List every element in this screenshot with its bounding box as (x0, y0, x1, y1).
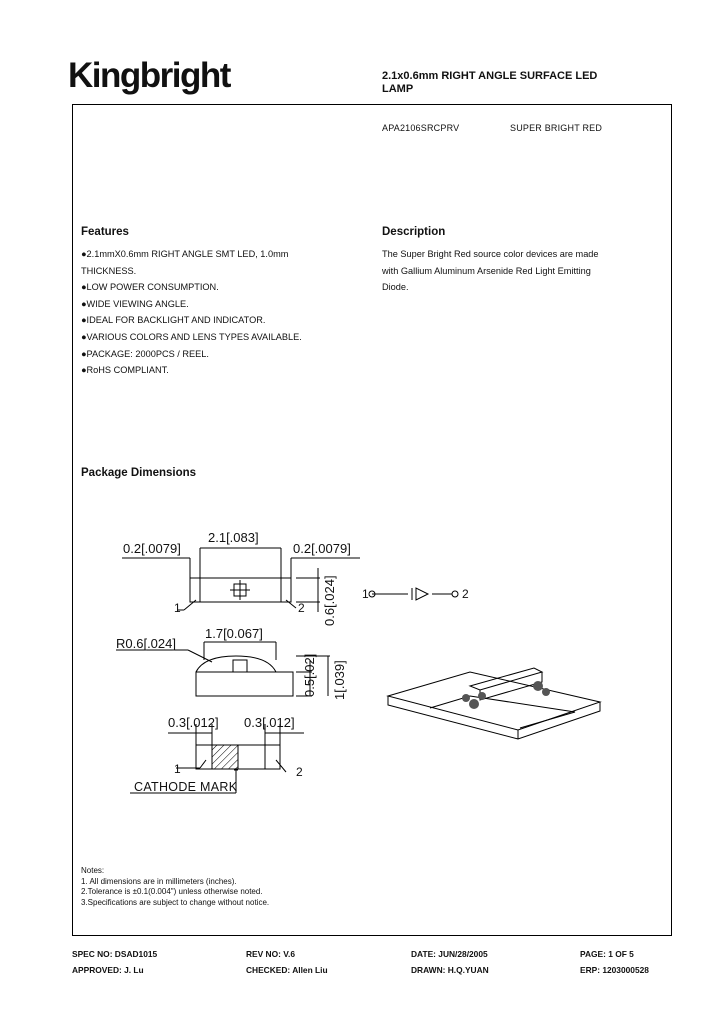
description-line: Diode. (382, 282, 409, 293)
dim-left-terminal: 0.3[.012] (168, 715, 219, 730)
dim-lens-height: 0.5[.02] (302, 653, 317, 697)
feature-item: ●IDEAL FOR BACKLIGHT AND INDICATOR. (81, 315, 266, 326)
pin-1-top: 1 (174, 601, 181, 615)
notes-heading: Notes: (81, 866, 105, 875)
page-number: PAGE: 1 OF 5 (580, 949, 634, 959)
dim-radius: R0.6[.024] (116, 636, 176, 651)
document-date: DATE: JUN/28/2005 (411, 949, 488, 959)
dim-right-pad: 0.2[.0079] (293, 541, 351, 556)
package-dimensions-heading: Package Dimensions (81, 467, 197, 479)
feature-item: ●RoHS COMPLIANT. (81, 365, 169, 376)
description-line: with Gallium Aluminum Arsenide Red Light Emitting (382, 265, 591, 276)
dim-lens: 1.7[0.067] (205, 626, 263, 641)
features-heading: Features (81, 226, 129, 238)
description-heading: Description (382, 226, 446, 238)
approved-by: APPROVED: J. Lu (72, 965, 144, 975)
part-number: APA2106SRCPRV (382, 123, 460, 133)
erp-number: ERP: 1203000528 (580, 965, 649, 975)
feature-item: ●WIDE VIEWING ANGLE. (81, 298, 189, 309)
spec-number: SPEC NO: DSAD1015 (72, 949, 158, 959)
notes (81, 866, 269, 908)
dim-width: 2.1[.083] (208, 530, 259, 545)
dim-total-height: 1[.039] (332, 660, 347, 700)
title-line-1: 2.1x0.6mm RIGHT ANGLE SURFACE LED (382, 70, 598, 82)
dim-left-pad: 0.2[.0079] (123, 541, 181, 556)
feature-item: ●2.1mmX0.6mm RIGHT ANGLE SMT LED, 1.0mm (81, 249, 289, 259)
feature-item: ●LOW POWER CONSUMPTION. (81, 282, 219, 293)
schematic-pin-1: 1 (362, 587, 369, 601)
pin-2-bottom: 2 (296, 765, 303, 779)
pin-1-bottom: 1 (174, 762, 181, 776)
pin-2-top: 2 (298, 601, 305, 615)
feature-item: THICKNESS. (81, 265, 137, 276)
checked-by: CHECKED: Allen Liu (246, 965, 328, 975)
kingbright-logo: Kingbright (68, 56, 230, 95)
note-line: 3.Specifications are subject to change without notice. (81, 897, 270, 907)
description-line: The Super Bright Red source color devices are made (382, 249, 599, 259)
title-line-2: LAMP (382, 83, 414, 95)
feature-item: ●VARIOUS COLORS AND LENS TYPES AVAILABLE. (81, 331, 302, 342)
schematic-pin-2: 2 (462, 587, 469, 601)
note-line: 2.Tolerance is ±0.1(0.004") unless otherwise noted. (81, 887, 263, 896)
note-line: 1. All dimensions are in millimeters (inches). (81, 876, 237, 886)
dim-height: 0.6[.024] (322, 575, 337, 626)
cathode-mark-label: CATHODE MARK (134, 780, 238, 794)
part-description: SUPER BRIGHT RED (510, 123, 603, 133)
drawn-by: DRAWN: H.Q.YUAN (411, 965, 489, 975)
revision-number: REV NO: V.6 (246, 949, 296, 959)
dim-right-terminal: 0.3[.012] (244, 715, 295, 730)
feature-item: ●PACKAGE: 2000PCS / REEL. (81, 348, 209, 359)
